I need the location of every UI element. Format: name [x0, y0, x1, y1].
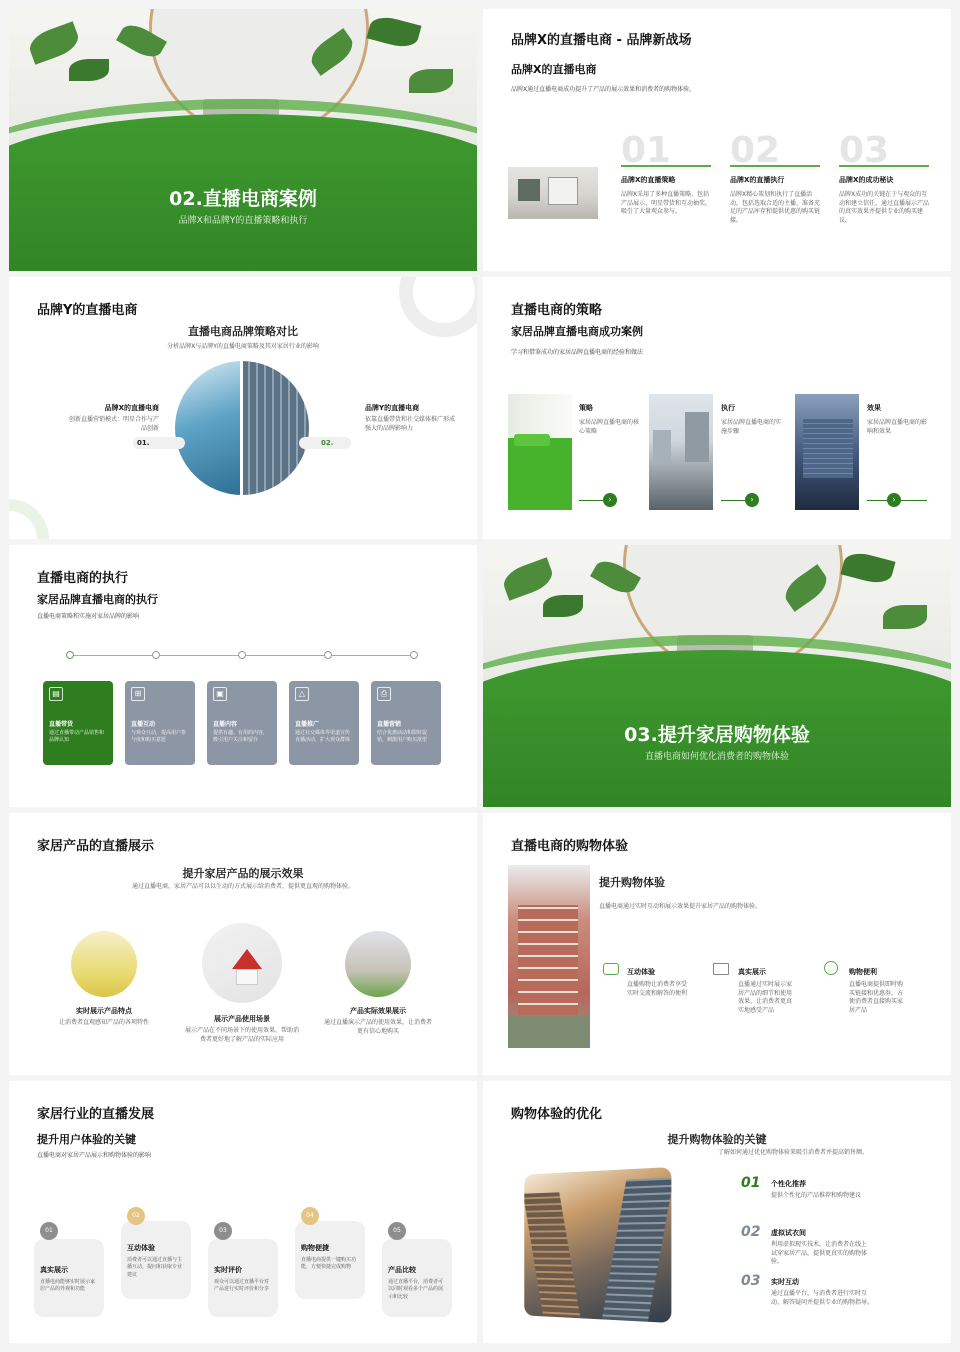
item-description: 通过直播平台，与消费者进行实时互动，解答疑问并提供专业的购物指导。 [771, 1290, 874, 1306]
card-description: 观众可以通过直播平台对产品进行实时评价和分享 [214, 1279, 270, 1293]
slide-subtitle: 提升用户体验的关键 [37, 1133, 136, 1146]
decorative-ring [9, 499, 49, 539]
optimization-item [771, 1179, 921, 1201]
arrow-right-icon[interactable]: › [745, 493, 759, 507]
buildings-photo-circle [345, 931, 411, 997]
item-title: 品牌X的直播策略 [621, 176, 676, 184]
plant-leaf [543, 595, 583, 617]
arrow-right-icon[interactable]: › [603, 493, 617, 507]
slide-subtitle: 家居品牌直播电商成功案例 [511, 325, 643, 338]
item-description: 让消费者直观感知产品的各项特性 [58, 1019, 149, 1026]
timeline-dot [410, 651, 418, 659]
slide-live-strategy[interactable] [483, 277, 951, 539]
printer-icon: ⎙ [377, 687, 391, 701]
item-number: 03 [839, 130, 890, 171]
sofa-icon [603, 963, 619, 975]
development-card[interactable] [121, 1221, 191, 1299]
timeline-dot [238, 651, 246, 659]
item-description: 品牌X精心策划和执行了直播活动，包括选取合适的主播、准备充足的产品库存和提供优惠的购买链接。 [730, 191, 821, 225]
building-photo [508, 865, 590, 1048]
slide-title: 直播电商的购物体验 [511, 839, 629, 854]
item-description: 通过直播演示产品的使用效果，让消费者更有信心地购买 [323, 1019, 432, 1035]
slide-subtitle: 提升购物体验 [599, 876, 665, 889]
plant-leaf [840, 549, 895, 587]
slide-title: 购物体验的优化 [511, 1107, 603, 1122]
item-number: 02 [741, 1224, 761, 1240]
room-photo [508, 167, 598, 219]
item-description: 家居品牌直播电商的核心策略 [579, 419, 640, 435]
execution-card[interactable] [289, 681, 359, 765]
slide-subtitle: 提升购物体验的关键 [667, 1133, 767, 1146]
item-description: 直播电商提供即时购买链接和优惠券，方便消费者直接购买家居产品 [849, 981, 904, 1015]
slide-description: 学习和借鉴成功的家居品牌直播电商的经验和做法 [511, 349, 644, 356]
slide-description: 品牌X通过直播电商成功提升了产品的展示效果和消费者的购物体验。 [511, 86, 696, 93]
item-number: 03 [741, 1273, 761, 1289]
display-item [49, 1006, 159, 1028]
slide-live-execution[interactable] [9, 545, 477, 807]
slide-description: 分析品牌X与品牌Y的直播电商策略及其对家居行业的影响 [167, 343, 319, 350]
card-title: 直播推广 [295, 721, 320, 728]
card-description: 提供有趣、有用的内容，吸引用户关注和留存 [213, 730, 269, 743]
skyscraper-photo [524, 1167, 671, 1323]
card-description: 通过直播带动产品销售和品牌认知 [49, 730, 105, 743]
item-title: 实时展示产品特点 [76, 1007, 132, 1015]
item-number: 01 [621, 130, 672, 171]
execution-card[interactable] [371, 681, 441, 765]
slide-description: 直播电商策略和实施对家居品牌的影响 [37, 613, 140, 620]
display-item [185, 1014, 299, 1044]
item-title: 策略 [579, 404, 593, 412]
strategy-item [721, 403, 781, 436]
number-badge: 01 [40, 1222, 58, 1240]
network-icon: ⊞ [131, 687, 145, 701]
section-title: 03.提升家居购物体验 [624, 724, 810, 746]
item-title: 个性化推荐 [771, 1180, 806, 1188]
slide-title: 家居产品的直播展示 [37, 839, 155, 854]
night-building-photo [795, 394, 859, 510]
card-description: 消费者可以通过直播与主播互动，提问和获取专业建议 [127, 1257, 183, 1278]
slide-description: 直播电商对家居产品展示和购物体验的影响 [37, 1152, 152, 1159]
slide-title: 品牌Y的直播电商 [37, 303, 138, 318]
number-badge: 04 [301, 1207, 319, 1225]
development-card[interactable] [208, 1239, 278, 1317]
slide-description: 直播电商通过实时互动和展示效果提升家居产品的购物体验。 [599, 903, 762, 910]
timeline-dot [66, 651, 74, 659]
card-description: 通过社交媒体等渠道宣传直播活动，扩大观众群体 [295, 730, 351, 743]
slide-subtitle: 品牌X的直播电商 [511, 63, 597, 76]
development-card[interactable] [382, 1239, 452, 1317]
item-description: 家居品牌直播电商的实施步骤 [721, 419, 782, 435]
card-description: 与观众互动，提高用户参与度和购买意愿 [131, 730, 187, 743]
card-description: 结合优惠活动和限时促销，刺激用户购买欲望 [377, 730, 428, 743]
item-description: 提供个性化的产品推荐和购物建议 [771, 1192, 862, 1199]
optimization-item [771, 1277, 921, 1307]
item-title: 品牌X的成功秘诀 [839, 176, 894, 184]
image-icon: ▣ [213, 687, 227, 701]
item-title: 真实展示 [738, 968, 766, 976]
timeline-dot [324, 651, 332, 659]
slide-product-display[interactable] [9, 813, 477, 1075]
location-icon [824, 961, 838, 975]
card-title: 互动体验 [127, 1244, 155, 1252]
item-2 [730, 130, 821, 226]
slide-subtitle: 家居品牌直播电商的执行 [37, 593, 158, 606]
item-1 [621, 130, 712, 217]
slide-section-cover[interactable] [483, 545, 951, 807]
item-description: 利用虚拟现实技术，让消费者在线上试穿家居产品，提供更真实的购物体验。 [771, 1241, 868, 1266]
item-title: 展示产品使用场景 [214, 1015, 270, 1023]
card-title: 直播互动 [131, 721, 156, 728]
house-model-photo-circle [202, 923, 282, 1003]
section-title: 02.直播电商案例 [169, 188, 317, 210]
item-title: 虚拟试衣间 [771, 1229, 806, 1237]
point-title: 品牌X的直播电商 [104, 404, 159, 412]
slide-brand-y[interactable] [9, 277, 477, 539]
optimization-item [771, 1228, 921, 1267]
strategy-item [867, 403, 927, 436]
plant-leaf [409, 69, 453, 93]
building-road-photo [649, 394, 713, 510]
item-description: 品牌X成功的关键在于与观众的互动和建立信任，通过直播展示产品的真实效果并提供专业的购买建议。 [839, 191, 930, 225]
card-title: 直播营销 [377, 721, 402, 728]
card-title: 购物便捷 [301, 1244, 329, 1252]
cabinet-icon [713, 963, 729, 975]
card-title: 产品比较 [388, 1266, 416, 1274]
experience-item [849, 967, 877, 977]
slide-industry-development[interactable] [9, 1081, 477, 1343]
slide-subtitle: 提升家居产品的展示效果 [182, 867, 304, 880]
slide-shopping-experience[interactable] [483, 813, 951, 1075]
number-badge: 02 [127, 1207, 145, 1225]
slide-title: 直播电商的策略 [511, 303, 603, 318]
item-description: 直播通过实时展示家居产品的细节和使用效果，让消费者更真实地感受产品 [738, 981, 793, 1015]
item-title: 互动体验 [627, 968, 655, 976]
point-title: 品牌Y的直播电商 [365, 404, 420, 412]
development-card[interactable] [34, 1239, 104, 1317]
arrow-right-icon[interactable]: › [887, 493, 901, 507]
card-title: 真实展示 [40, 1266, 68, 1274]
card-description: 直播电商提供一键购买功能，方便快捷完成购物 [301, 1257, 357, 1271]
number-badge: 03 [214, 1222, 232, 1240]
slide-title: 家居行业的直播发展 [37, 1107, 155, 1122]
execution-card[interactable] [125, 681, 195, 765]
slide-description: 了解如何通过优化购物体验来吸引消费者并提高销售额。 [717, 1149, 868, 1156]
plant-leaf [366, 13, 421, 51]
item-title: 实时互动 [771, 1278, 799, 1286]
number-badge: 05 [388, 1222, 406, 1240]
plant-leaf [883, 605, 927, 629]
item-title: 品牌X的直播执行 [730, 176, 785, 184]
slide-brand-x[interactable] [483, 9, 951, 271]
plant-leaf [69, 59, 109, 81]
point-description: 创新直播营销模式：明星合作与产品创新 [69, 416, 160, 432]
execution-card[interactable] [207, 681, 277, 765]
painting-photo-circle [71, 931, 137, 997]
card-title: 直播带货 [49, 721, 74, 728]
display-item [323, 1006, 433, 1036]
experience-item [738, 967, 766, 977]
section-subtitle: 直播电商如何优化消费者的购物体验 [644, 752, 789, 762]
slide-title: 品牌X的直播电商 - 品牌新战场 [511, 33, 692, 48]
paint-roller-photo [508, 394, 572, 510]
item-description: 直播购物让消费者享受实时交流和解答的便利 [627, 981, 688, 997]
strategy-item [579, 403, 639, 436]
slide-section-cover[interactable] [9, 9, 477, 271]
card-description: 通过直播平台，消费者可以同时观看多个产品的展示和比较 [388, 1279, 444, 1300]
slide-title: 直播电商的执行 [37, 571, 129, 586]
number-tag-right: 02. [299, 437, 351, 449]
buildings-photo-circle [175, 361, 309, 495]
item-title: 执行 [721, 404, 735, 412]
flask-icon: △ [295, 687, 309, 701]
card-title: 实时评价 [214, 1266, 242, 1274]
number-tag-left: 01. [133, 437, 185, 449]
point-description: 依靠直播带货和社交媒体推广形成强大的品牌影响力 [365, 416, 456, 432]
item-description: 品牌X采用了多种直播策略，包括产品展示、明星带货和互动抽奖，吸引了大量观众参与。 [621, 191, 712, 216]
section-subtitle: 品牌X和品牌Y的直播策略和执行 [178, 216, 308, 226]
card-description: 直播电商能够实时展示家居产品的外观和功能 [40, 1279, 96, 1293]
card-title: 直播内容 [213, 721, 238, 728]
right-point [365, 403, 455, 433]
document-icon: ▤ [49, 687, 63, 701]
slide-subtitle: 直播电商品牌策略对比 [188, 325, 298, 338]
item-3 [839, 130, 930, 226]
plant-leaf [26, 21, 83, 64]
item-title: 购物便利 [849, 968, 877, 976]
item-number: 02 [730, 130, 781, 171]
development-card[interactable] [295, 1221, 365, 1299]
timeline-dot [152, 651, 160, 659]
left-point [29, 403, 159, 433]
slide-experience-optimization[interactable] [483, 1081, 951, 1343]
item-title: 产品实际效果展示 [350, 1007, 406, 1015]
item-number: 01 [741, 1175, 761, 1191]
slide-description: 通过直播电商，家居产品可以以生动的方式展示给消费者，提供更直观的购物体验。 [131, 883, 354, 890]
execution-card[interactable] [43, 681, 113, 765]
item-description: 展示产品在不同场景下的使用效果，帮助消费者更好地了解产品的实际应用 [185, 1027, 300, 1043]
experience-item [627, 967, 655, 977]
plant-leaf [500, 557, 557, 600]
item-description: 家居品牌直播电商的影响和效果 [867, 419, 928, 435]
item-title: 效果 [867, 404, 881, 412]
